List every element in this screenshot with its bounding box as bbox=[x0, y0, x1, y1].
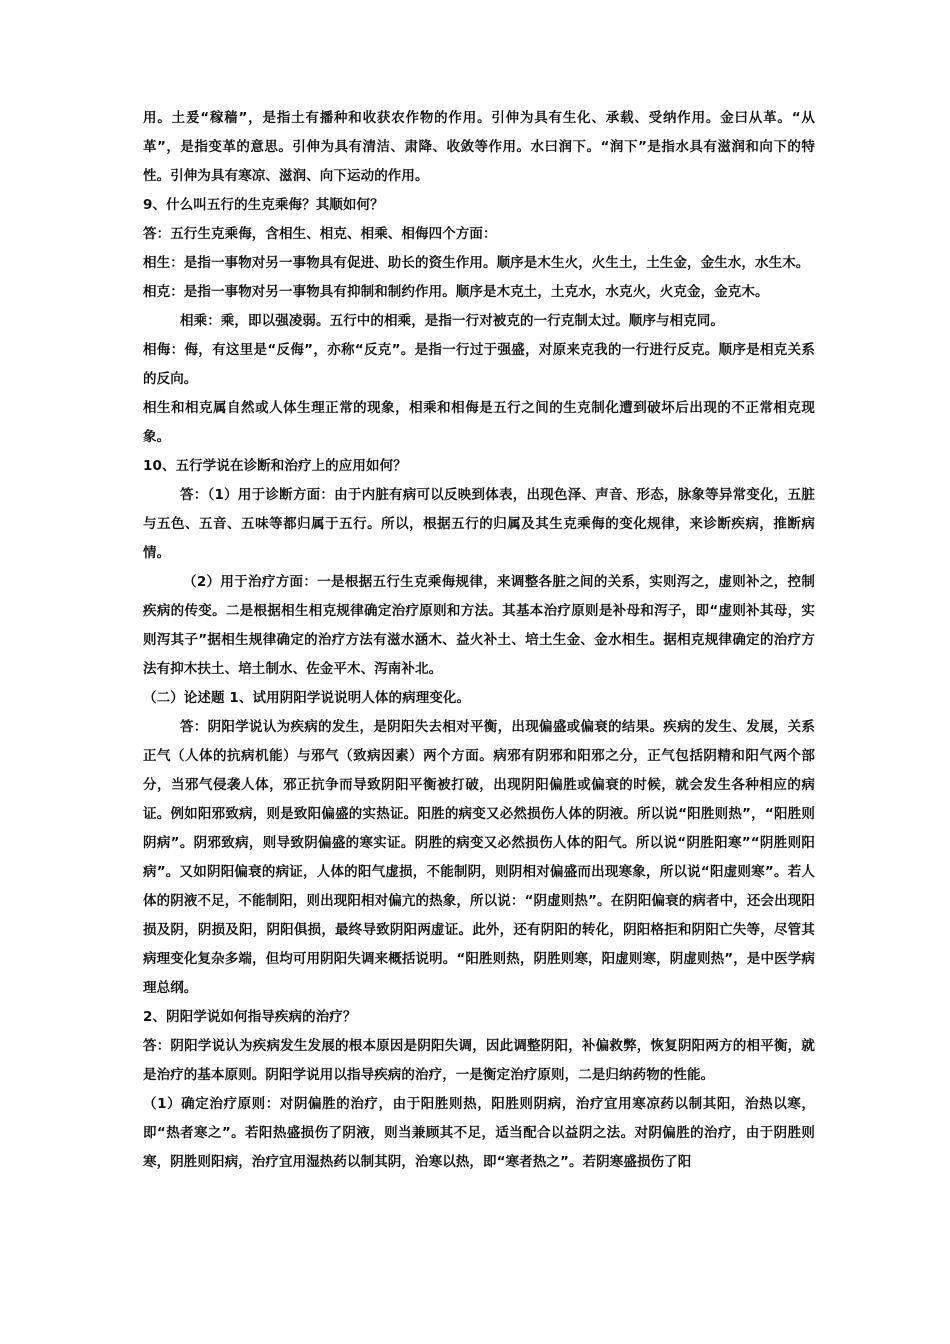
essay-question-1-heading: （二）论述题 1、试用阴阳学说说明人体的病理变化。 bbox=[143, 690, 471, 706]
question-9-heading: 9、什么叫五行的生克乘侮？其顺如何？ bbox=[143, 197, 384, 213]
essay-answer-1: 答：阴阳学说认为疾病的发生，是阴阳失去相对平衡，出现偏盛或偏衰的结果。疾病的发生、发展，关系正气（人体的抗病机能）与邪气（致病因素）两个方面。病邪有阴邪和阳邪之分，正气包括阴精和阳气两个部分，当邪气侵袭人体，邪正抗争而导致阴阳平衡被打破，出现阴阳偏胜或偏衰的时候，就会发生各种相应的病证。例如阳邪致病，则是致阳偏盛的实热证。阳胜的病变又必然损伤人体的阴液。所以说“阳胜则热”，“阳胜则阴病”。阴邪致病，则导致阴偏盛的寒实证。阴胜的病变又必然损伤人体的阳气。所以说“阴胜阳寒”“阴胜则阳病”。又如阴阳偏衰的病证，人体的阳气虚损，不能制阴，则阴相对偏盛而出现寒象，所以说“阳虚则寒”。若人体的阴液不足，不能制阳，则出现阳相对偏亢的热象，所以说：“阴虚则热”。在阴阳偏衰的病者中，还会出现阳损及阴，阴损及阳，阴阳俱损，最终导致阴阳两虚证。此外，还有阴阳的转化，阴阳格拒和阴阳亡失等，尽管其病理变化复杂多端，但均可用阴阳失调来概括说明。“阳胜则热，阴胜则寒，阳虚则寒，阴虚则热”，是中医学病理总纲。 bbox=[143, 719, 815, 996]
essay-answer-2-principles: （1）确定治疗原则：对阴偏胜的治疗，由于阳胜则热，阳胜则阴病，治疗宜用寒凉药以制其阳，治热以寒，即“热者寒之”。若阳热盛损伤了阴液，则当兼顾其不足，适当配合以益阴之法。对阴偏胜的治疗，由于阴胜则寒，阴胜则阳病，治疗宜用湿热药以制其阴，治寒以热，即“寒者热之”。若阴寒盛损伤了阳 bbox=[143, 1096, 815, 1170]
answer-10-treatment: （2）用于治疗方面：一是根据五行生克乘侮规律，来调整各脏之间的关系，实则泻之，虚则补之，控制疾病的传变。二是根据相生相克规律确定治疗原则和方法。其基本治疗原则是补母和泻子，即“虚则补其母，实则泻其子”据相生规律确定的治疗方法有滋水涵木、益火补土、培土生金、金水相生。据相克规律确定的治疗方法有抑木扶土、培土制水、佐金平木、泻南补北。 bbox=[143, 574, 815, 677]
essay-question-2-heading: 2、阴阳学说如何指导疾病的治疗？ bbox=[143, 1009, 357, 1025]
paragraph-xiangke: 相克：是指一事物对另一事物具有抑制和制约作用。顺序是木克土，土克水，水克火，火克金，金克木。 bbox=[143, 284, 769, 300]
document-page bbox=[143, 104, 815, 1177]
paragraph-wuxing-characteristics: 用。土爰“稼穑”，是指土有播种和收获农作物的作用。引伸为具有生化、承载、受纳作用。金曰从革。“从革”，是指变革的意思。引伸为具有清洁、肃降、收敛等作用。水曰润下。“润下”是指水具有滋润和向下的特性。引伸为具有寒凉、滋润、向下运动的作用。 bbox=[143, 110, 815, 184]
question-10-heading: 10、五行学说在诊断和治疗上的应用如何？ bbox=[143, 458, 407, 474]
paragraph-xiangcheng: 相乘：乘，即以强凌弱。五行中的相乘，是指一行对被克的一行克制太过。顺序与相克同。 bbox=[180, 313, 724, 329]
answer-9-intro: 答：五行生克乘侮，含相生、相克、相乘、相侮四个方面： bbox=[143, 226, 497, 242]
answer-10-diagnosis: 答：（1）用于诊断方面：由于内脏有病可以反映到体表，出现色泽、声音、形态，脉象等异常变化，五脏与五色、五音、五味等都归属于五行。所以，根据五行的归属及其生克乘侮的变化规律，来诊断疾病，推断病情。 bbox=[143, 487, 815, 561]
essay-answer-2-intro: 答：阴阳学说认为疾病发生发展的根本原因是阴阳失调，因此调整阴阳，补偏救弊，恢复阴阳两方的相平衡，就是治疗的基本原则。阴阳学说用以指导疾病的治疗，一是衡定治疗原则，二是归纳药物的性能。 bbox=[143, 1038, 815, 1083]
paragraph-xiangwu: 相侮：侮，有这里是“反侮”，亦称“反克”。是指一行过于强盛，对原来克我的一行进行反克。顺序是相克关系的反向。 bbox=[143, 342, 815, 387]
paragraph-summary-9: 相生和相克属自然或人体生理正常的现象，相乘和相侮是五行之间的生克制化遭到破坏后出现的不正常相克现象。 bbox=[143, 400, 815, 445]
paragraph-xiangsheng: 相生：是指一事物对另一事物具有促进、助长的资生作用。顺序是木生火，火生土，土生金，金生水，水生木。 bbox=[143, 255, 810, 271]
